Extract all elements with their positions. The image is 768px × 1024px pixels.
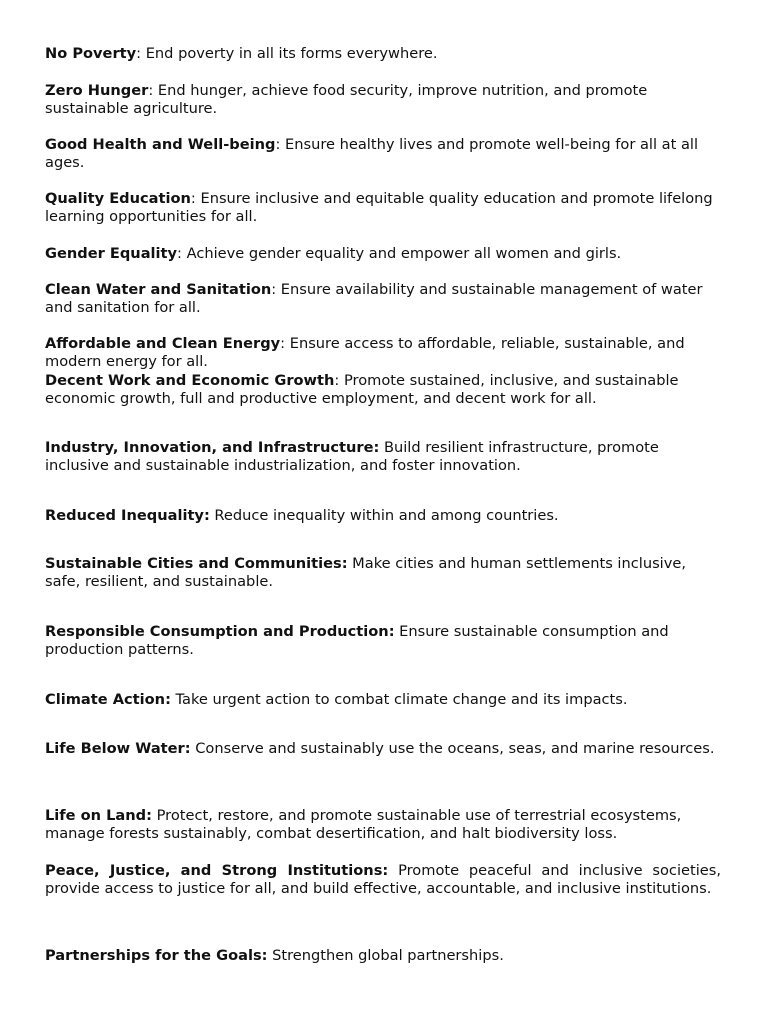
goal-description: Ensure availability and sustainable management of water and sanitation for all.	[45, 281, 703, 317]
goal-peace-justice	[45, 862, 721, 899]
goal-title: Partnerships for the Goals:	[45, 947, 268, 964]
goal-title: Good Health and Well-being	[45, 136, 276, 153]
goal-title: Reduced Inequality:	[45, 507, 210, 524]
goal-title: Climate Action:	[45, 691, 171, 708]
goal-description: Promote sustained, inclusive, and sustainable economic growth, full and productive employment, and decent work for all.	[45, 372, 679, 408]
goal-title: Peace, Justice, and Strong Institutions:	[45, 862, 389, 879]
goal-climate-action	[45, 691, 721, 709]
goal-title: Responsible Consumption and Production:	[45, 623, 395, 640]
goal-description: Achieve gender equality and empower all women and girls.	[181, 245, 622, 262]
goal-separator: :	[136, 45, 142, 62]
goal-title: Affordable and Clean Energy	[45, 335, 281, 352]
goal-zero-hunger	[45, 82, 721, 119]
goal-description: Promote peaceful and inclusive societies, provide access to justice for all, and build effective, accountable, and inclusive institutions.	[45, 862, 721, 898]
goal-industry-innovation	[45, 439, 721, 476]
goal-title: No Poverty	[45, 45, 137, 62]
goal-title: Zero Hunger	[45, 82, 149, 99]
goal-description: Strengthen global partnerships.	[267, 947, 504, 964]
goal-clean-energy	[45, 335, 721, 372]
goal-description: Build resilient infrastructure, promote inclusive and sustainable industrialization, and foster innovation.	[45, 439, 659, 475]
goal-separator: :	[148, 82, 154, 99]
goal-partnerships	[45, 947, 721, 965]
goal-description: End poverty in all its forms everywhere.	[141, 45, 438, 62]
goal-title: Industry, Innovation, and Infrastructure:	[45, 439, 380, 456]
goal-description: Ensure sustainable consumption and production patterns.	[45, 623, 669, 659]
goal-life-on-land	[45, 807, 721, 844]
goal-title: Clean Water and Sanitation	[45, 281, 272, 298]
goal-description: End hunger, achieve food security, improve nutrition, and promote sustainable agriculture.	[45, 82, 648, 118]
goal-title: Gender Equality	[45, 245, 178, 262]
goal-description: Ensure inclusive and equitable quality education and promote lifelong learning opportunities for all.	[45, 190, 713, 226]
goal-description: Protect, restore, and promote sustainable use of terrestrial ecosystems, manage forests sustainably, combat desertification, and halt biodiversity loss.	[45, 807, 682, 843]
goal-clean-water	[45, 281, 721, 318]
goal-title: Life Below Water:	[45, 740, 191, 757]
goal-separator: :	[280, 335, 286, 352]
goal-description: Ensure access to affordable, reliable, sustainable, and modern energy for all.	[45, 335, 685, 371]
goal-description: Reduce inequality within and among countries.	[209, 507, 559, 524]
goal-good-health	[45, 136, 721, 173]
goal-no-poverty	[45, 45, 721, 63]
goal-quality-education	[45, 190, 721, 227]
goal-title: Quality Education	[45, 190, 191, 207]
goal-description: Conserve and sustainably use the oceans, seas, and marine resources.	[190, 740, 715, 757]
goal-sustainable-cities	[45, 555, 721, 592]
goal-description: Make cities and human settlements inclusive, safe, resilient, and sustainable.	[45, 555, 686, 591]
goal-title: Decent Work and Economic Growth	[45, 372, 335, 389]
goal-life-below-water	[45, 740, 721, 758]
goal-gender-equality	[45, 245, 721, 263]
goal-separator: :	[275, 136, 281, 153]
goal-separator: :	[271, 281, 277, 298]
goal-title: Sustainable Cities and Communities:	[45, 555, 348, 572]
goal-decent-work	[45, 372, 721, 409]
goal-title: Life on Land:	[45, 807, 152, 824]
goal-reduced-inequality	[45, 507, 721, 525]
goal-separator: :	[190, 190, 196, 207]
goal-separator: :	[177, 245, 182, 262]
goal-responsible-consumption	[45, 623, 721, 660]
goal-separator: :	[334, 372, 340, 389]
goal-description: Ensure healthy lives and promote well-being for all at all ages.	[45, 136, 699, 172]
goal-description: Take urgent action to combat climate change and its impacts.	[170, 691, 628, 708]
